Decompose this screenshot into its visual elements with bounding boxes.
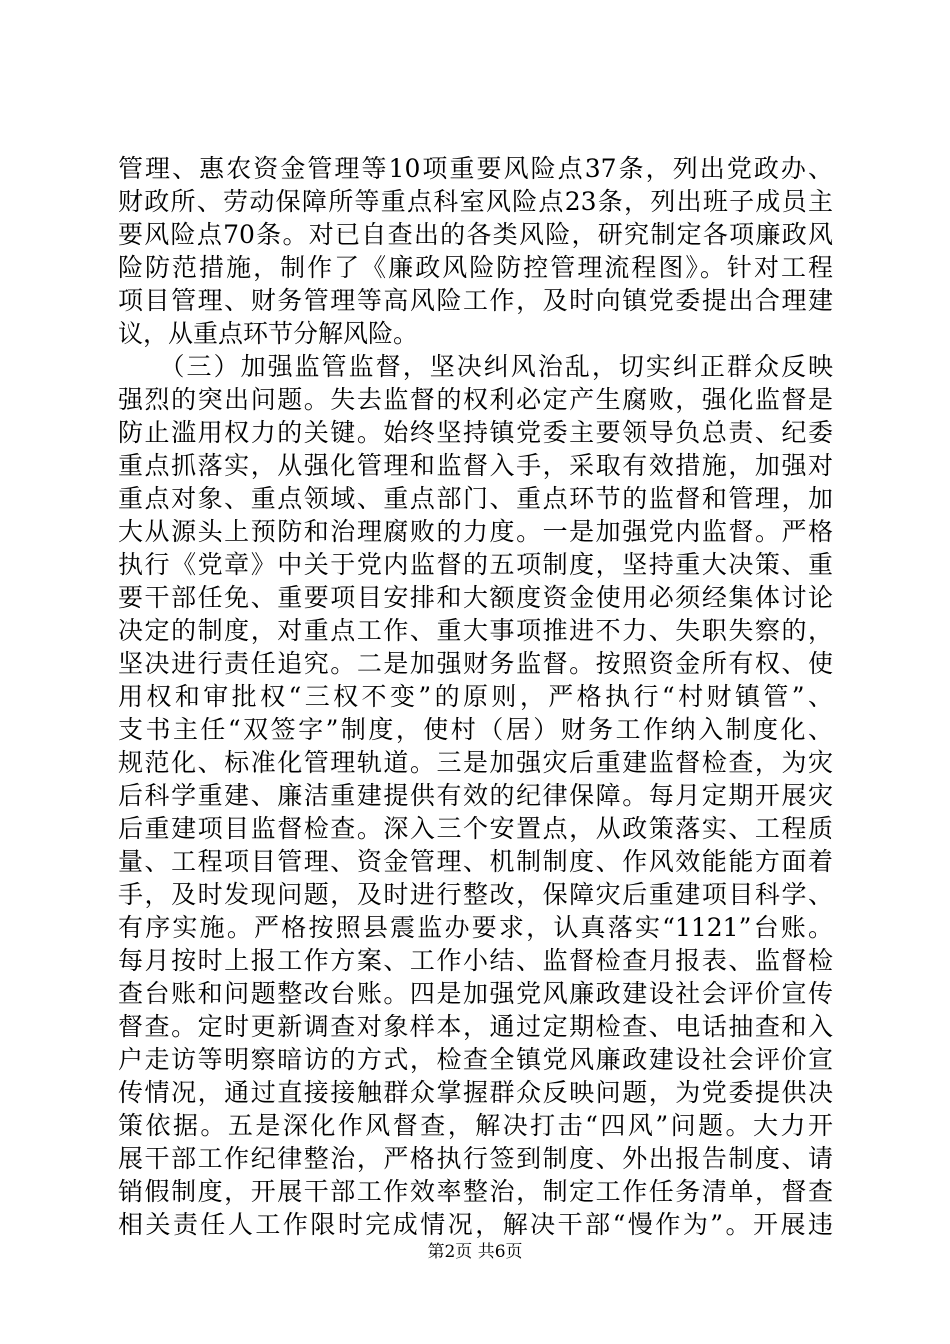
text-line: 防止滥用权力的关键。始终坚持镇党委主要领导负总责、纪委 xyxy=(118,418,833,447)
text-line: 手，及时发现问题，及时进行整改，保障灾后重建项目科学、 xyxy=(118,880,833,909)
text-line: 相关责任人工作限时完成情况，解决干部“慢作为”。开展违 xyxy=(118,1210,833,1239)
text-line: 重点对象、重点领域、重点部门、重点环节的监督和管理，加 xyxy=(118,484,833,513)
text-line: 项目管理、财务管理等高风险工作，及时向镇党委提出合理建 xyxy=(118,286,833,315)
text-line: 有序实施。严格按照县震监办要求，认真落实“1121”台账。 xyxy=(118,913,833,942)
text-line: 支书主任“双签字”制度，使村（居）财务工作纳入制度化、 xyxy=(118,715,833,744)
text-line: 大从源头上预防和治理腐败的力度。一是加强党内监督。严格 xyxy=(118,517,833,546)
text-line: 重点抓落实，从强化管理和监督入手，采取有效措施，加强对 xyxy=(118,451,833,480)
text-line: 量、工程项目管理、资金管理、机制制度、作风效能能方面着 xyxy=(118,847,833,876)
text-line: 坚决进行责任追究。二是加强财务监督。按照资金所有权、使 xyxy=(118,649,833,678)
text-line: 销假制度，开展干部工作效率整治，制定工作任务清单，督查 xyxy=(118,1177,833,1206)
text-line: 财政所、劳动保障所等重点科室风险点23条，列出班子成员主 xyxy=(118,187,833,216)
text-line: 决定的制度，对重点工作、重大事项推进不力、失职失察的， xyxy=(118,616,833,645)
text-line: 督查。定时更新调查对象样本，通过定期检查、电话抽查和入 xyxy=(118,1012,833,1041)
text-line: 后科学重建、廉洁重建提供有效的纪律保障。每月定期开展灾 xyxy=(118,781,833,810)
text-line: （三）加强监管监督，坚决纠风治乱，切实纠正群众反映 xyxy=(118,352,833,381)
text-line: 强烈的突出问题。失去监督的权利必定产生腐败，强化监督是 xyxy=(118,385,833,414)
text-line: 要风险点70条。对已自查出的各类风险，研究制定各项廉政风 xyxy=(118,220,833,249)
text-line: 后重建项目监督检查。深入三个安置点，从政策落实、工程质 xyxy=(118,814,833,843)
text-line: 策依据。五是深化作风督查，解决打击“四风”问题。大力开 xyxy=(118,1111,833,1140)
text-line: 用权和审批权“三权不变”的原则，严格执行“村财镇管”、 xyxy=(118,682,833,711)
text-line: 查台账和问题整改台账。四是加强党风廉政建设社会评价宣传 xyxy=(118,979,833,1008)
text-line: 传情况，通过直接接触群众掌握群众反映问题，为党委提供决 xyxy=(118,1078,833,1107)
page-number-footer: 第2页 共6页 xyxy=(427,1242,523,1262)
text-line: 执行《党章》中关于党内监督的五项制度，坚持重大决策、重 xyxy=(118,550,833,579)
text-line: 险防范措施，制作了《廉政风险防控管理流程图》。针对工程 xyxy=(118,253,833,282)
text-line: 要干部任免、重要项目安排和大额度资金使用必须经集体讨论 xyxy=(118,583,833,612)
text-line: 规范化、标准化管理轨道。三是加强灾后重建监督检查，为灾 xyxy=(118,748,833,777)
text-line: 展干部工作纪律整治，严格执行签到制度、外出报告制度、请 xyxy=(118,1144,833,1173)
text-line: 管理、惠农资金管理等10项重要风险点37条，列出党政办、 xyxy=(118,154,833,183)
text-line: 每月按时上报工作方案、工作小结、监督检查月报表、监督检 xyxy=(118,946,833,975)
text-line: 议，从重点环节分解风险。 xyxy=(118,319,419,348)
document-body xyxy=(118,152,833,1241)
text-line: 户走访等明察暗访的方式，检查全镇党风廉政建设社会评价宣 xyxy=(118,1045,833,1074)
